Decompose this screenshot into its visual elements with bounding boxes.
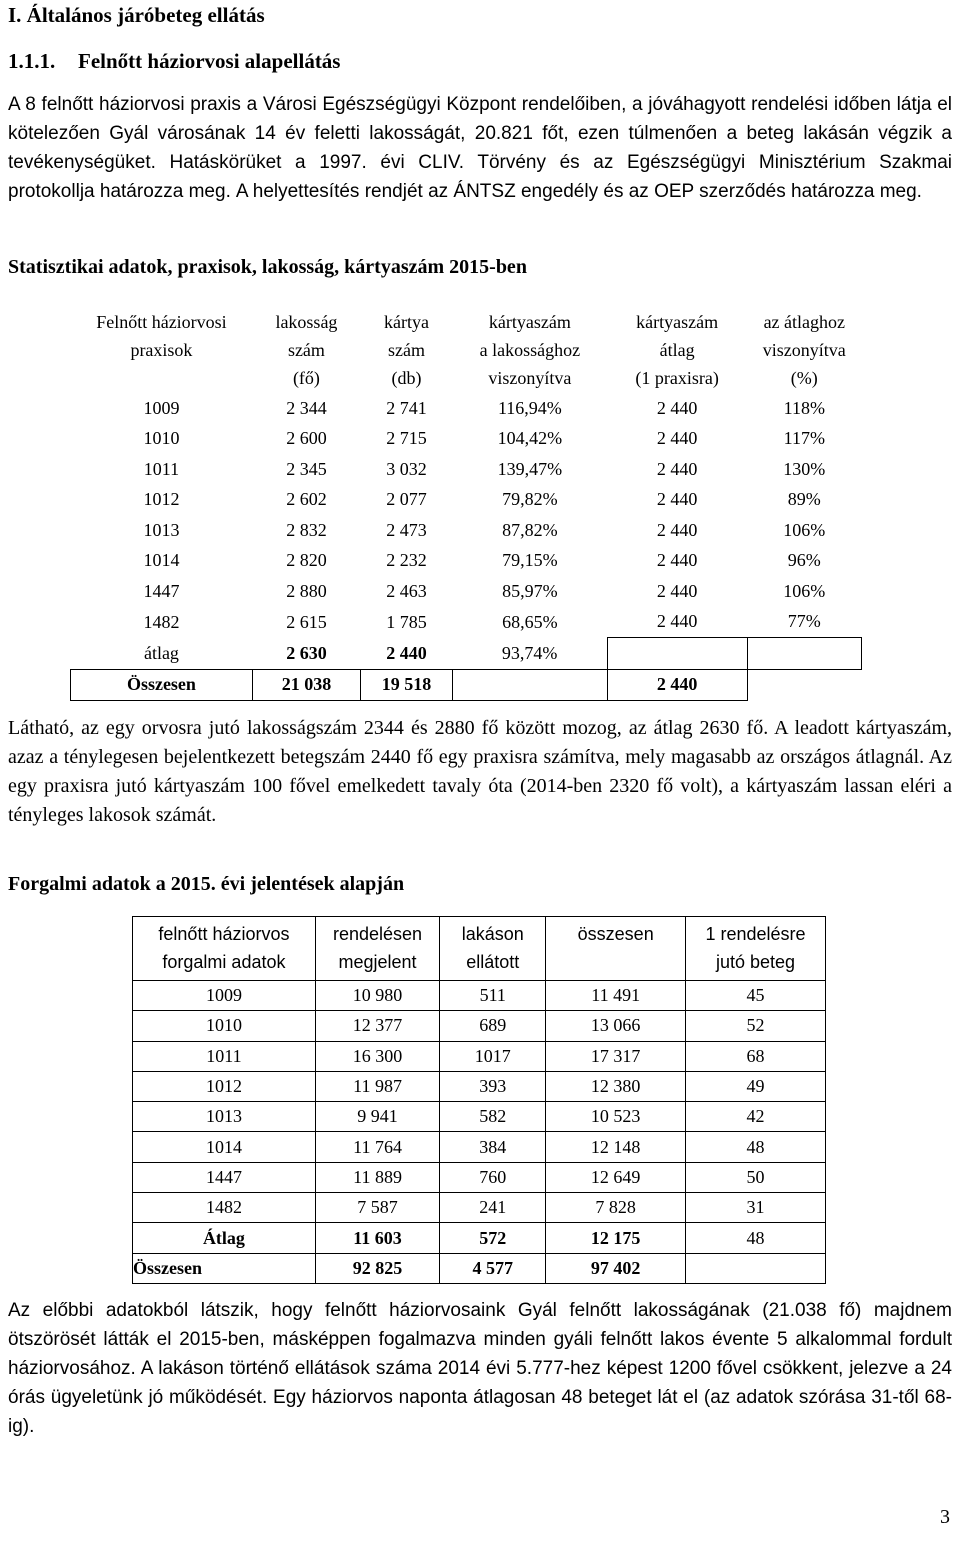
- table-header-row: [71, 305, 862, 393]
- table-cell: 1482: [133, 1193, 316, 1223]
- column-header-line: összesen: [577, 924, 654, 944]
- table-cell: 118%: [783, 397, 825, 418]
- table-cell: 130%: [783, 458, 826, 479]
- table-cell: 2 880: [286, 580, 327, 601]
- table-cell: 17 317: [546, 1041, 686, 1071]
- table-cell: 689: [440, 1011, 546, 1041]
- table-cell: 87,82%: [502, 519, 558, 540]
- table-cell: 12 377: [315, 1011, 439, 1041]
- table-cell: 1447: [133, 1162, 316, 1192]
- column-header-line: praxisok: [130, 340, 193, 360]
- table-cell: 1009: [133, 981, 316, 1011]
- column-header: [686, 917, 826, 981]
- column-header: [315, 917, 439, 981]
- table-cell: 45: [686, 981, 826, 1011]
- table-cell: 106%: [783, 580, 826, 601]
- table-cell: 2 463: [386, 580, 427, 601]
- table-cell: 2 715: [386, 428, 427, 449]
- table-cell: 1 785: [386, 611, 427, 632]
- column-header-line: viszonyítva: [762, 340, 846, 360]
- table-row: [133, 1162, 826, 1192]
- empty-cell: [453, 669, 608, 701]
- column-header-line: (db): [391, 368, 422, 388]
- table-cell: 85,97%: [502, 580, 558, 601]
- table-cell: 79,15%: [502, 550, 558, 571]
- table-cell: 2 077: [386, 489, 427, 510]
- table-cell: 2 440: [656, 489, 698, 510]
- column-header-line: viszonyítva: [488, 368, 572, 388]
- table-cell: 1014: [133, 1132, 316, 1162]
- column-header-line: kártyaszám: [636, 312, 719, 332]
- average-cell: 572: [440, 1223, 546, 1253]
- table-cell: 48: [686, 1132, 826, 1162]
- table-cell: 7 828: [546, 1193, 686, 1223]
- table-row: [133, 1102, 826, 1132]
- total-cell: 21 038: [252, 669, 360, 701]
- table-cell: 10 523: [546, 1102, 686, 1132]
- table-cell: 68,65%: [502, 611, 558, 632]
- table-cell: 9 941: [315, 1102, 439, 1132]
- table-cell: 2 440: [656, 580, 698, 601]
- empty-cell: [747, 638, 861, 670]
- table-cell: 117%: [783, 428, 825, 449]
- table-cell: 1011: [133, 1041, 316, 1071]
- table-cell: 12 380: [546, 1071, 686, 1101]
- table-cell: 2 440: [656, 397, 698, 418]
- table-cell: 1482: [143, 611, 180, 632]
- table-cell: 1011: [143, 458, 180, 479]
- table-row: [133, 1011, 826, 1041]
- chapter-heading: I. Általános járóbeteg ellátás: [8, 3, 265, 27]
- table-cell: 1447: [143, 580, 180, 601]
- table-cell: 16 300: [315, 1041, 439, 1071]
- total-row: [71, 669, 862, 701]
- column-header-line: szám: [287, 340, 325, 360]
- column-header-line: Felnőtt háziorvosi: [96, 312, 227, 332]
- average-cell: 48: [686, 1223, 826, 1253]
- column-header-line: a lakossághoz: [479, 340, 581, 360]
- table-cell: 52: [686, 1011, 826, 1041]
- table-row: [71, 607, 862, 638]
- statistics-heading: Statisztikai adatok, praxisok, lakosság, kártyaszám 2015-ben: [8, 256, 527, 278]
- traffic-table: [132, 916, 826, 1284]
- table-cell: 1013: [133, 1102, 316, 1132]
- table-cell: 11 987: [315, 1071, 439, 1101]
- intro-paragraph: [8, 90, 952, 206]
- table-cell: 2 440: [656, 550, 698, 571]
- table-cell: 2 345: [286, 458, 327, 479]
- table-cell: 89%: [787, 489, 821, 510]
- table-cell: 582: [440, 1102, 546, 1132]
- column-header: [252, 305, 360, 393]
- table-cell: 68: [686, 1041, 826, 1071]
- page-number: 3: [940, 1506, 950, 1528]
- table-cell: 12 148: [546, 1132, 686, 1162]
- table-row: [133, 1071, 826, 1101]
- column-header: [607, 305, 747, 393]
- column-header-line: rendelésen: [333, 924, 423, 944]
- intro-paragraph-text: A 8 felnőtt háziorvosi praxis a Városi Egészségügyi Központ rendelőiben, a jóváhagyott rendelési időben látja el kötelezően Gyál városának 14 év feletti lakosságát, 20.821 főt, ezen túlmenően a beteg lakásán végzik a tevékenységüket. Hatáskörüket a 1997. évi CLIV. Törvény és az Egészségügyi Minisztérium Szakmai protokollja határozza meg.: [8, 94, 952, 202]
- column-header-line: ellátott: [466, 952, 520, 972]
- table-cell: 2 440: [656, 458, 698, 479]
- table-cell: 3 032: [386, 458, 427, 479]
- column-header-line: lakosság: [275, 312, 338, 332]
- table-cell: 2 440: [656, 519, 698, 540]
- table-row: [71, 576, 862, 607]
- column-header-line: szám: [388, 340, 425, 360]
- column-header-line: forgalmi adatok: [162, 952, 286, 972]
- table-cell: 12 649: [546, 1162, 686, 1192]
- column-header-line: lakáson: [461, 924, 524, 944]
- average-cell: 2 630: [286, 642, 327, 663]
- statistics-paragraph: Látható, az egy orvosra jutó lakosságszám 2344 és 2880 fő között mozog, az átlag 2630 fő. A leadott kártyaszám, azaz a ténylegesen bejelentkezett betegszám 2440 fő egy praxisra számítva, mely magasabb az országos átlagnál. Az egy praxisra jutó kártyaszám 100 fővel emelkedett tavaly óta (2014-ben 2320 fő volt), a kártyaszám lassan eléri a tényleges lakosok számát.: [8, 717, 952, 826]
- table-cell: 79,82%: [502, 489, 558, 510]
- average-label: átlag: [143, 642, 179, 663]
- average-cell: 11 603: [315, 1223, 439, 1253]
- table-cell: 1012: [143, 489, 180, 510]
- total-row: [133, 1253, 826, 1283]
- column-header: [360, 305, 452, 393]
- average-cell: 2 440: [386, 642, 427, 663]
- table-cell: 1010: [133, 1011, 316, 1041]
- statistics-table: [70, 305, 862, 701]
- table-cell: 2 344: [286, 397, 327, 418]
- column-header: [440, 917, 546, 981]
- intro-paragraph-text-2: A helyettesítés rendjét az ÁNTSZ engedély és az OEP szerződés határozza meg.: [235, 181, 922, 202]
- table-cell: 2 600: [286, 428, 327, 449]
- table-row: [133, 1132, 826, 1162]
- table-row: [71, 546, 862, 577]
- total-cell: 4 577: [440, 1253, 546, 1283]
- column-header: [71, 305, 253, 393]
- table-cell: 1012: [133, 1071, 316, 1101]
- column-header-line: kártyaszám: [488, 312, 571, 332]
- table-cell: 11 889: [315, 1162, 439, 1192]
- table-row: [71, 485, 862, 516]
- table-cell: 241: [440, 1193, 546, 1223]
- column-header: [453, 305, 608, 393]
- table-cell: 1013: [143, 519, 180, 540]
- column-header: [747, 305, 861, 393]
- table-cell: 42: [686, 1102, 826, 1132]
- average-row: [133, 1223, 826, 1253]
- section-heading: [8, 49, 340, 74]
- column-header-line: az átlaghoz: [763, 312, 846, 332]
- table-cell: 50: [686, 1162, 826, 1192]
- table-cell: 384: [440, 1132, 546, 1162]
- table-cell: 13 066: [546, 1011, 686, 1041]
- column-header-line: kártya: [384, 312, 429, 332]
- table-cell: 96%: [787, 550, 821, 571]
- table-cell: 10 980: [315, 981, 439, 1011]
- table-cell: 1017: [440, 1041, 546, 1071]
- table-cell: 2 473: [386, 519, 427, 540]
- empty-cell: [607, 638, 747, 670]
- table-cell: 393: [440, 1071, 546, 1101]
- column-header-line: 1 rendelésre: [705, 924, 806, 944]
- table-cell: 1014: [143, 550, 180, 571]
- table-row: [133, 981, 826, 1011]
- table-cell: 760: [440, 1162, 546, 1192]
- table-cell: 11 764: [315, 1132, 439, 1162]
- table-row: [71, 454, 862, 485]
- table-cell: 7 587: [315, 1193, 439, 1223]
- table-cell: 139,47%: [497, 458, 563, 479]
- table-cell: 104,42%: [497, 428, 563, 449]
- table-cell: 2 232: [386, 550, 427, 571]
- total-label: Összesen: [133, 1253, 316, 1283]
- section-title: Felnőtt háziorvosi alapellátás: [78, 49, 341, 73]
- traffic-heading: Forgalmi adatok a 2015. évi jelentések alapján: [8, 873, 405, 895]
- column-header-line: felnőtt háziorvos: [158, 924, 290, 944]
- table-cell: 49: [686, 1071, 826, 1101]
- average-cell: 93,74%: [501, 642, 558, 663]
- table-cell: 116,94%: [497, 397, 562, 418]
- table-cell: 2 832: [286, 519, 327, 540]
- average-row: [71, 638, 862, 670]
- table-cell: 77%: [787, 611, 821, 632]
- table-row: [133, 1041, 826, 1071]
- table-cell: 1010: [143, 428, 180, 449]
- column-header-line: (%): [790, 368, 818, 388]
- total-cell: 2 440: [607, 669, 747, 701]
- traffic-paragraph: [8, 1296, 952, 1441]
- table-row: [71, 515, 862, 546]
- average-label: Átlag: [133, 1223, 316, 1253]
- table-cell: 2 440: [656, 428, 698, 449]
- table-cell: 2 615: [286, 611, 327, 632]
- table-cell: 106%: [783, 519, 826, 540]
- table-row: [71, 393, 862, 424]
- average-cell: 12 175: [546, 1223, 686, 1253]
- traffic-paragraph-text: Az előbbi adatokból látszik, hogy felnőtt háziorvosaink Gyál felnőtt lakosságának (21.038 fő) majdnem ötszörösét látták el 2015-ben, másképpen fogalmazva minden gyáli felnőtt lakos évente 5 alkalommal fordult háziorvosához. A lakáson történő ellátások száma 2014 évi 5.777-hez képest 1200 fővel csökkent, jelezve a 24 órás ügyeletünk jó működését. Egy háziorvos naponta átlagosan 48 beteget lát el (az adatok szórása 31-től 68-ig).: [8, 1300, 952, 1437]
- total-cell: 19 518: [360, 669, 452, 701]
- table-cell: 511: [440, 981, 546, 1011]
- table-cell: 2 820: [286, 550, 327, 571]
- table-row: [133, 1193, 826, 1223]
- total-cell: 92 825: [315, 1253, 439, 1283]
- table-cell: 1009: [143, 397, 180, 418]
- total-cell: [686, 1253, 826, 1283]
- table-cell: 2 440: [656, 611, 698, 632]
- section-number: 1.1.1.: [8, 49, 56, 73]
- column-header: [546, 917, 686, 981]
- table-cell: 11 491: [546, 981, 686, 1011]
- column-header-line: (fő): [292, 368, 320, 388]
- column-header-line: átlag: [659, 340, 695, 360]
- column-header-line: jutó beteg: [715, 952, 796, 972]
- column-header: [133, 917, 316, 981]
- table-header-row: [133, 917, 826, 981]
- empty-cell: [747, 669, 861, 701]
- column-header-line: megjelent: [338, 952, 417, 972]
- table-cell: 2 741: [386, 397, 427, 418]
- table-cell: 2 602: [286, 489, 327, 510]
- table-cell: 31: [686, 1193, 826, 1223]
- table-row: [71, 424, 862, 455]
- total-cell: 97 402: [546, 1253, 686, 1283]
- total-label: Összesen: [71, 669, 253, 701]
- column-header-line: (1 praxisra): [635, 368, 719, 388]
